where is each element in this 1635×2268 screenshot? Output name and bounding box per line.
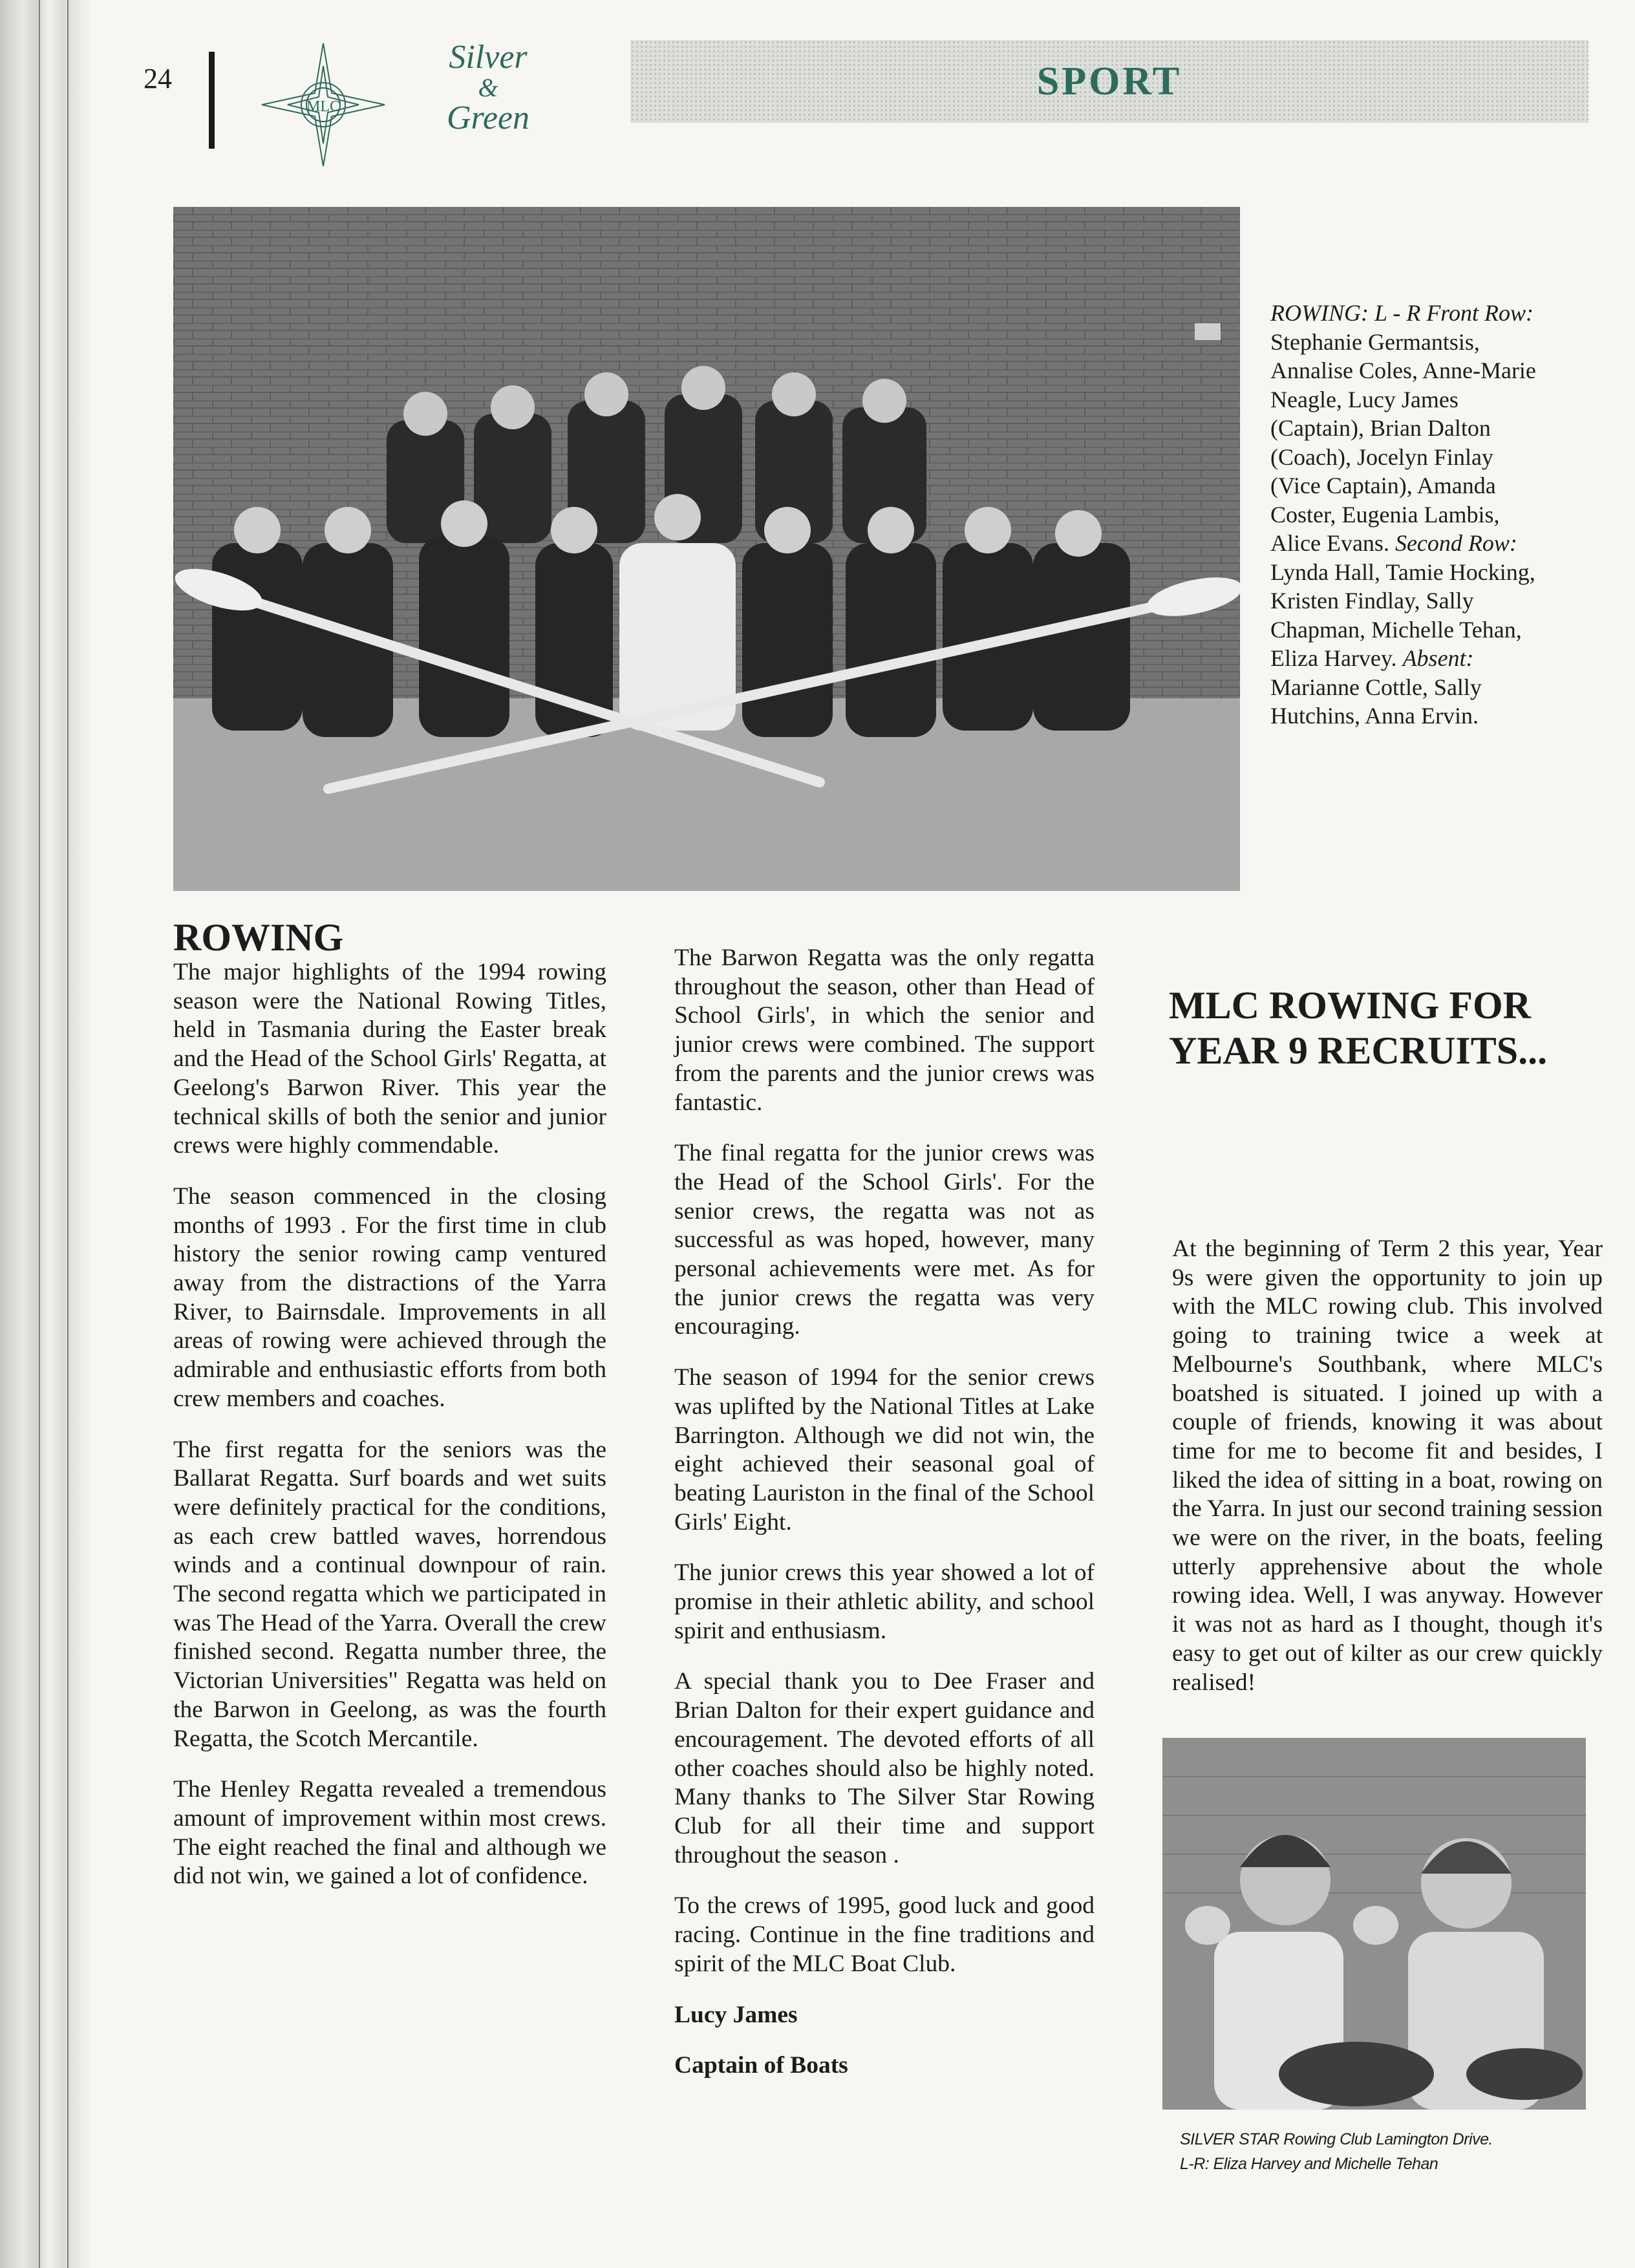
paragraph: The final regatta for the junior crews was the Head of the School Girls'. For the senior crews, the regatta was not as successful as was hoped, however, many personal achievements were met. As for the junior crews the regatta was very encouraging. [674,1140,1095,1340]
recruits-photo-caption [1180,2127,1581,2176]
section-header-band [630,40,1588,123]
recruits-photo-image [1162,1738,1586,2110]
caption-absent-label: Absent: [1402,645,1474,671]
feature-heading-line2: YEAR 9 RECRUITS... [1169,1029,1548,1072]
feature-heading-line1: MLC ROWING FOR [1169,984,1531,1027]
author-role: Captain of Boats [674,2052,848,2079]
spine-edge-line [67,0,69,2268]
header-divider [209,52,215,149]
author-name: Lucy James [674,2001,798,2028]
paragraph: The major highlights of the 1994 rowing season were the National Rowing Titles, held in Tasmania during the Easter break and the Head of the School Girls' Regatta, at Geelong's Barwon River. This year the technical skills of both the senior and junior crews were highly commendable. [173,959,606,1159]
photo-caption-line1: SILVER STAR Rowing Club Lamington Drive. [1180,2130,1493,2148]
paragraph: The Henley Regatta revealed a tremendous amount of improvement within most crews. The eight reached the final and although we did not win, we gained a lot of confidence. [173,1776,606,1890]
masthead [427,40,550,136]
article-column-1 [173,918,606,1913]
paragraph: The season commenced in the closing months of 1993 . For the first time in club history the senior rowing camp ventured away from the distractions of the Yarra River, to Bairnsdale. Improvements in all areas of rowing were achieved through the admirable and enthusiastic efforts from both crew members and coaches. [173,1182,606,1412]
feature-paragraph: At the beginning of Term 2 this year, Year 9s were given the opportunity to join up with the MLC rowing club. This involved going to training twice a week at Melbourne's Southbank, where MLC's boatshed is situated. I joined up with a couple of friends, knowing it was about time for me to become fit and besides, I liked the idea of sitting in a boat, rowing on the Yarra. In just our second training session we were on the river, in the boats, feeling utterly apprehensive about the whole rowing idea. Well, I was anyway. However it was not as hard as I thought, though it's easy to get out of kilter as our crew quickly realised! [1172,1236,1603,1696]
page-number: 24 [144,63,172,94]
caption-second-row: Lynda Hall, Tamie Hocking, Kristen Findlay, Sally Chapman, Michelle Tehan, Eliza Harvey. [1270,559,1535,671]
team-photo-image [173,207,1240,891]
spine-edge-line [39,0,40,2268]
caption-second-label: Second Row: [1395,530,1517,556]
caption-absent: Marianne Cottle, Sally Hutchins, Anna Ervin. [1270,674,1482,729]
feature-column [1172,1235,1603,1719]
paragraph: To the crews of 1995, good luck and good racing. Continue in the fine traditions and spirit of the MLC Boat Club. [674,1892,1095,1977]
feature-heading [1169,983,1583,1073]
paragraph: The first regatta for the seniors was the Ballarat Regatta. Surf boards and wet suits were definitely practical for the conditions, as each crew battled waves, horrendous winds and a continual downpour of rain. The second regatta which we participated in was The Head of the Yarra. Overall the crew finished second. Regatta number three, the Victorian Universities" Regatta was held on the Barwon in Geelong, as was the fourth Regatta, the Scotch Mercantile. [173,1436,606,1752]
masthead-ampersand: & [478,73,498,102]
paragraph: The season of 1994 for the senior crews was uplifted by the National Titles at Lake Barrington. Although we did not win, the eight achieved their seasonal goal of beating Lauriston in the final of the School Girls' Eight. [674,1364,1095,1535]
book-spine [0,0,91,2268]
logo-text: MLC [306,98,341,115]
article-heading: ROWING [173,916,344,959]
caption-front-row: Stephanie Germantsis, Annalise Coles, Anne-Marie Neagle, Lucy James (Captain), Brian Dalton (Coach), Jocelyn Finlay (Vice Captain), Amanda Coster, Eugenia Lambis, Alice Evans. [1270,328,1536,556]
team-photo [173,207,1240,891]
team-photo-caption [1270,299,1542,731]
paragraph: The junior crews this year showed a lot of promise in their athletic ability, and school spirit and enthusiasm. [674,1559,1095,1644]
photo-caption-line2: L-R: Eliza Harvey and Michelle Tehan [1180,2155,1438,2173]
masthead-green: Green [446,100,530,136]
recruits-photo [1162,1738,1586,2110]
paragraph: The Barwon Regatta was the only regatta throughout the season, other than Head of School Girls', in which the senior and junior crews were combined. The support from the parents and the junior crews was fantastic. [674,945,1095,1116]
paragraph: A special thank you to Dee Fraser and Brian Dalton for their expert guidance and encouragement. The devoted efforts of all other coaches should also be highly noted. Many thanks to The Silver Star Rowing Club for all their time and support throughout the season . [674,1668,1095,1868]
compass-star-logo-icon [255,40,391,169]
article-column-2 [674,944,1095,2102]
masthead-silver: Silver [449,39,528,76]
caption-label: ROWING: L - R Front Row: [1270,300,1533,326]
section-title: SPORT [1036,59,1182,103]
